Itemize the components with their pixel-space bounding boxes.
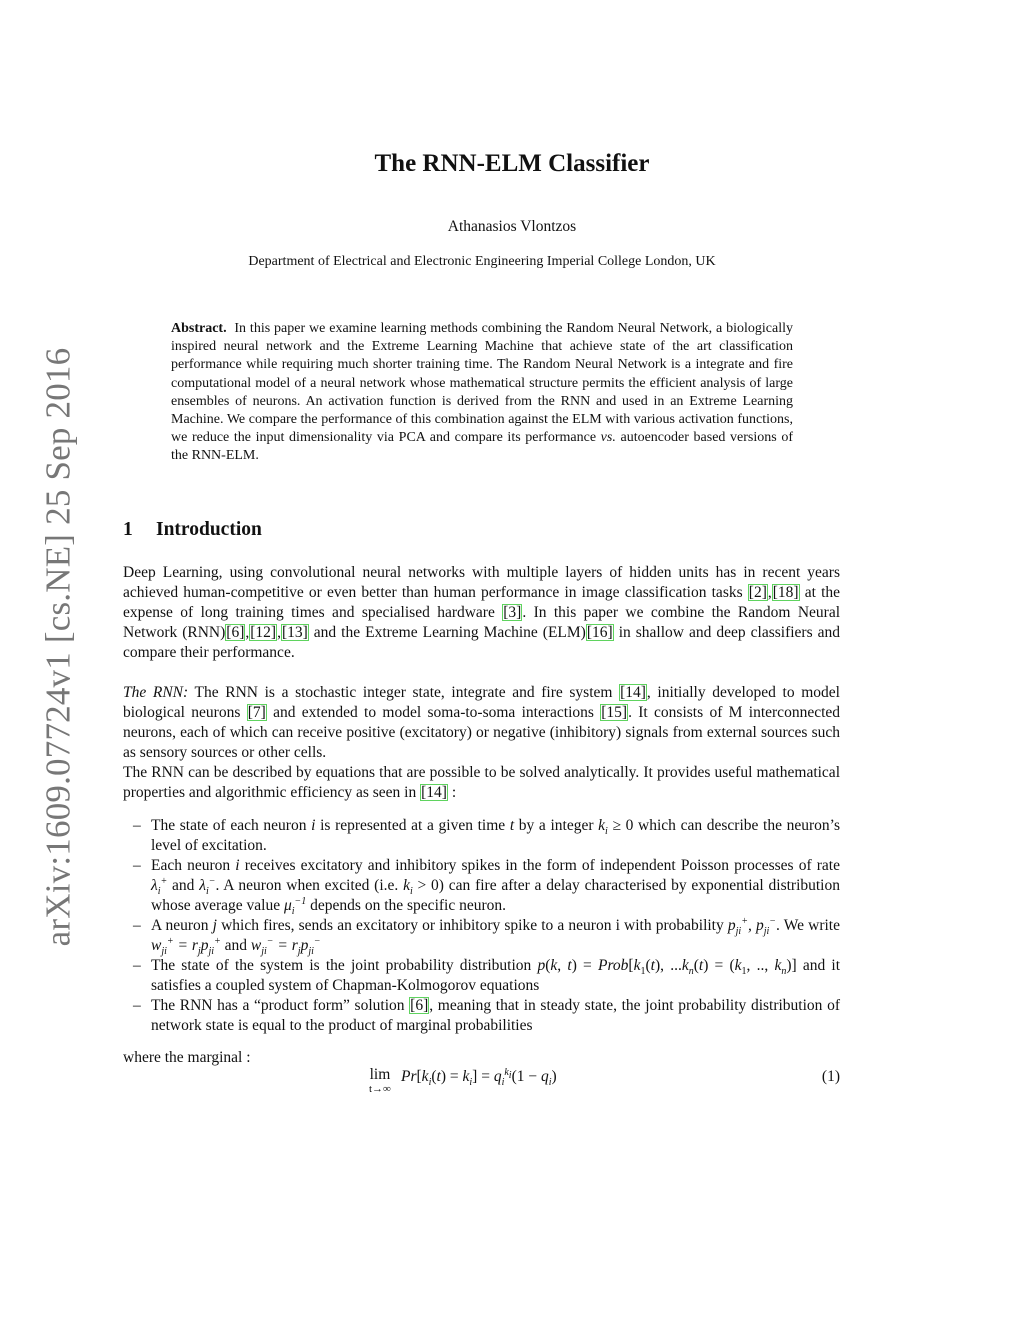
section-title: Introduction [156, 519, 262, 540]
intro-paragraph-1 [123, 563, 840, 663]
text-run: The RNN is a stochastic integer state, integrate and fire system [188, 684, 620, 701]
text-run: , [245, 624, 250, 641]
text-run: , [767, 584, 772, 601]
text-run: = [576, 957, 598, 974]
citation-link[interactable]: [6] [410, 997, 429, 1014]
text-run: and extended to model soma-to-soma interactions [266, 704, 601, 721]
text-run: The state of the system is the joint probability distribution [151, 957, 538, 974]
paragraph-lead: The RNN: [123, 684, 189, 701]
section-number: 1 [123, 519, 133, 540]
section-heading-introduction [123, 519, 262, 541]
citation-link[interactable]: [13] [281, 624, 308, 641]
abstract-vs: vs. [600, 430, 616, 446]
intro-paragraph-rnn [123, 683, 840, 763]
text-run: Deep Learning, using convolutional neural networks with multiple layers of hidden units has in recent years achieved human-competitive or even better than human performance in image classification tasks [123, 564, 840, 601]
where-text: where the marginal : [123, 1049, 251, 1066]
text-run: receives excitatory and inhibitory spikes in the form of independent Poisson processes of rate [239, 857, 840, 874]
text-run: and [220, 937, 251, 954]
abstract [171, 320, 793, 466]
abstract-text-end: autoencoder based versions of the RNN-ELM. [171, 430, 794, 464]
list-item: – Each neuron i receives excitatory and inhibitory spikes in the form of independent Poisson processes of rate $\lambda_i^+$ and $\lambda_i^-$. A neuron when excited (i.e. $k_i > 0$) can fire after a delay characterised by exponential distribution whose average value $\mu_i^{-1}$ depends on the specific neuron. [123, 856, 840, 916]
paper-title: The RNN-ELM Classifier [374, 150, 650, 177]
citation-link[interactable]: [15] [601, 704, 628, 721]
author-name: Athanasios Vlontzos [447, 218, 577, 235]
text-run: in shallow and deep classifiers and compare their performance. [123, 624, 840, 661]
text-run: . A neuron when excited (i.e. [215, 877, 404, 894]
text-run: ≥ 0 which can describe the neuron’s level of excitation. [151, 817, 840, 854]
text-run: which fires, sends an excitatory or inhibitory spike to a neuron i with probability [216, 917, 728, 934]
equation-1 [123, 1066, 840, 1102]
equation-limit [369, 1068, 391, 1096]
text-run: is represented at a given time [315, 817, 510, 834]
arxiv-identifier-text: arXiv:1609.07724v1 [cs.NE] 25 Sep 2016 [38, 347, 78, 947]
text-run: The state of each neuron [151, 817, 312, 834]
text-run: . We write [776, 917, 840, 934]
citation-link[interactable]: [18] [772, 584, 799, 601]
text-run: Each neuron [151, 857, 236, 874]
arxiv-identifier-stamp [36, 347, 80, 947]
abstract-label: Abstract. [171, 321, 227, 336]
text-run: : [447, 784, 457, 801]
list-item [123, 996, 840, 1036]
citation-link[interactable]: [16] [586, 624, 613, 641]
limit-operator: lim [369, 1066, 391, 1083]
citation-link[interactable]: [12] [250, 624, 277, 641]
list-item: – A neuron j which fires, sends an excitatory or inhibitory spike to a neuron i with probability $p_{ji}^+$, $p_{ji}^-$. We write $w_{ji}^+ = r_jp_{ji}^+$ and $w_{ji}^- = r_jp_{ji}^-$ [123, 916, 840, 956]
text-run: A neuron [151, 917, 213, 934]
text-run: > 0) can fire after a delay characterised by exponential distribution whose average value [151, 877, 840, 914]
citation-link[interactable]: [7] [247, 704, 266, 721]
text-run: at the expense of long training times and specialised hardware [123, 584, 841, 621]
text-run: by a integer [514, 817, 599, 834]
rnn-properties-list [123, 816, 840, 1036]
equation-body: $Pr[k_i(t) = k_i] = q_i^{k_i}(1 - q_i)$ [401, 1066, 557, 1089]
list-item: – The state of the system is the joint probability distribution p(k, $t) = Prob[k_1(t)$, $...k_n(t) = (k_1$, .., $k_n$)] and it satisfies a coupled system of Chapman-Kolmogorov equations [123, 956, 840, 996]
citation-link[interactable]: [14] [421, 784, 447, 801]
text-run: The RNN has a “product form” solution [151, 997, 410, 1014]
text-run: , initially developed to model biological neurons [123, 684, 840, 721]
abstract-text: In this paper we examine learning methods combining the Random Neural Network, a biologically inspired neural network and the Extreme Learning Machine that achieve state of the art classification performance while requiring much shorter training time. The Random Neural Network is a integrate and fire computational model of a neural network whose mathematical structure permits the efficient analysis of large ensembles of neurons. An activation function is derived from the RNN and used in an Extreme Learning Machine. We compare the performance of this combination against the ELM with various activation functions, we reduce the input dimensionality via PCA and compare its performance [171, 321, 794, 446]
limit-subscript: t→∞ [369, 1083, 391, 1095]
citation-link[interactable]: [3] [503, 604, 522, 621]
citation-link[interactable]: [14] [620, 684, 646, 701]
text-run: , meaning that in steady state, the joint probability distribution of network state is equal to the product of marginal probabilities [151, 997, 840, 1034]
text-run: The RNN can be described by equations that are possible to be solved analytically. It provides useful mathematical properties and algorithmic efficiency as seen in [123, 764, 840, 801]
equation-number: (1) [821, 1068, 840, 1085]
text-run: , [277, 624, 281, 641]
text-run: depends on the specific neuron. [306, 897, 507, 914]
text-run: and [167, 877, 200, 894]
list-item: – The state of each neuron i is represented at a given time t by a integer $k_i \ge 0$ which can describe the neuron’s level of excitation. [123, 816, 840, 856]
author-affiliation: Department of Electrical and Electronic Engineering Imperial College London, UK [248, 254, 716, 269]
text-run: . It consists of M interconnected neurons, each of which can receive positive (excitatory) or negative (inhibitory) signals from external sources such as sensory sources or other cells. [123, 704, 841, 761]
citation-link[interactable]: [2] [748, 584, 767, 601]
citation-link[interactable]: [6] [226, 624, 245, 641]
intro-paragraph-3 [123, 763, 840, 803]
text-run: . In this paper we combine the Random Neural Network (RNN) [123, 604, 840, 641]
text-run: and it satisfies a coupled system of Chapman-Kolmogorov equations [151, 957, 841, 994]
text-run: and the Extreme Learning Machine (ELM) [308, 624, 586, 641]
